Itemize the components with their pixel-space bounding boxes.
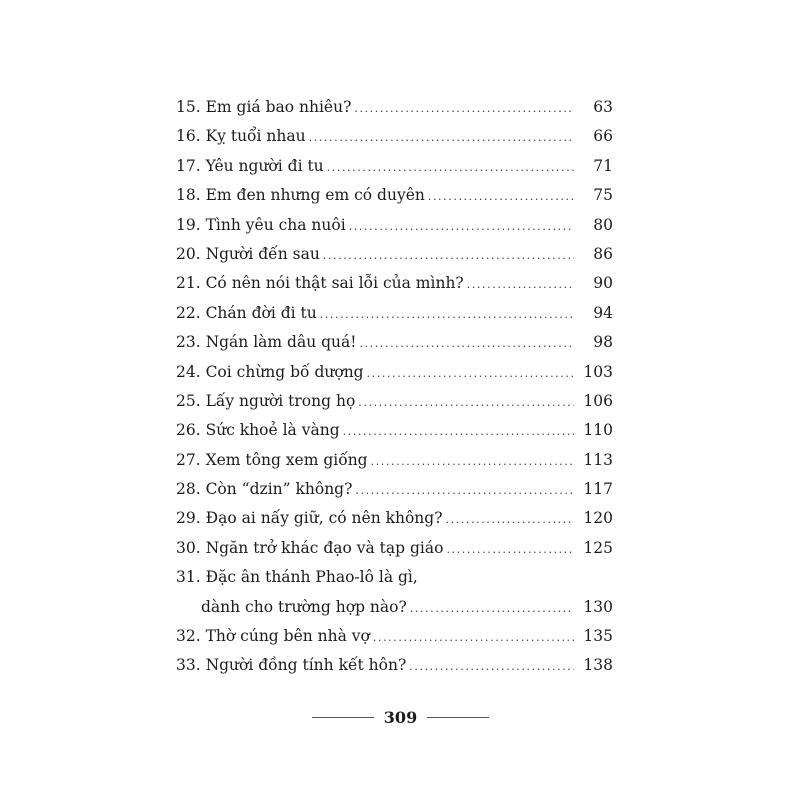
toc-entry-title: 20. Người đến sau — [176, 244, 320, 263]
toc-entry-page: 98 — [593, 333, 613, 352]
toc-entry — [176, 333, 613, 362]
toc-entry-title: 26. Sức khoẻ là vàng — [176, 421, 340, 440]
toc-entry-title: 31. Đặc ân thánh Phao-lô là gì, — [176, 568, 418, 587]
dot-leader — [309, 131, 574, 144]
toc-entry — [176, 304, 613, 333]
toc-entry-title: 28. Còn “dzin” không? — [176, 480, 353, 499]
toc-entry-title: 33. Người đồng tính kết hôn? — [176, 656, 407, 675]
dot-leader — [354, 102, 574, 115]
dot-leader — [358, 396, 574, 409]
toc-entry-title: 30. Ngăn trở khác đạo và tạp giáo — [176, 538, 444, 557]
toc-entry — [176, 127, 613, 156]
toc-entry-page: 110 — [583, 421, 613, 440]
toc-entry-page: 135 — [583, 627, 613, 646]
dot-leader — [371, 455, 574, 468]
toc-entry-page: 80 — [593, 215, 613, 234]
toc-entry — [176, 509, 613, 538]
toc-entry — [176, 186, 613, 215]
toc-entry-page: 125 — [583, 538, 613, 557]
dot-leader — [446, 513, 574, 526]
toc-entry-page: 71 — [593, 156, 613, 175]
dot-leader — [355, 484, 574, 497]
toc-entry-page: 86 — [593, 244, 613, 263]
dot-leader — [327, 161, 574, 174]
toc-entry-page: 106 — [583, 391, 613, 410]
dot-leader — [349, 220, 574, 233]
dot-leader — [320, 308, 574, 321]
toc-entry-title: 32. Thờ cúng bên nhà vợ — [176, 627, 370, 646]
toc-entry-page: 90 — [593, 274, 613, 293]
toc-entry — [176, 245, 613, 274]
dot-leader — [373, 631, 574, 644]
toc-entry — [176, 392, 613, 421]
toc-entry-page: 120 — [583, 509, 613, 528]
dot-leader — [467, 278, 574, 291]
toc-entry — [176, 98, 613, 127]
toc-entry — [176, 627, 613, 656]
dot-leader — [359, 337, 574, 350]
toc-entry — [176, 363, 613, 392]
toc-entry-title: 18. Em đen nhưng em có duyên — [176, 186, 425, 205]
toc-entry-title: 21. Có nên nói thật sai lỗi của mình? — [176, 274, 464, 293]
dot-leader — [410, 602, 574, 615]
dot-leader — [323, 249, 574, 262]
toc-entry — [176, 421, 613, 450]
toc-entry-page: 66 — [593, 127, 613, 146]
page-number: 309 — [383, 708, 418, 727]
dot-leader — [343, 425, 574, 438]
toc-entry — [176, 539, 613, 568]
dot-leader — [446, 543, 574, 556]
toc-entry — [176, 157, 613, 186]
toc-entry-title: 23. Ngán làm dâu quá! — [176, 333, 357, 352]
footer-rule-right — [427, 717, 489, 718]
toc-entry-page: 63 — [593, 98, 613, 116]
toc-entry-title: 24. Coi chừng bố dượng — [176, 362, 364, 381]
footer-rule-left — [312, 717, 374, 718]
toc-entry-page: 103 — [583, 362, 613, 381]
toc-entry-page: 130 — [583, 597, 613, 616]
dot-leader — [409, 660, 574, 673]
toc-entry-title: 25. Lấy người trong họ — [176, 391, 356, 410]
toc-entry-title: 16. Kỵ tuổi nhau — [176, 127, 306, 146]
toc-entry-page: 75 — [593, 186, 613, 205]
toc-entry-page: 94 — [593, 303, 613, 322]
toc-entry-title-continued: dành cho trường hợp nào? — [201, 597, 407, 616]
toc-entry-title: 27. Xem tông xem giống — [176, 450, 368, 469]
dot-leader — [428, 190, 574, 203]
toc-entry-title: 29. Đạo ai nấy giữ, có nên không? — [176, 509, 443, 528]
toc-entry — [176, 568, 613, 597]
toc-entry-continuation — [176, 598, 613, 627]
dot-leader — [367, 367, 574, 380]
toc-entry-page: 117 — [583, 480, 613, 499]
toc-entry-title: 19. Tình yêu cha nuôi — [176, 215, 346, 234]
toc-entry-title: 22. Chán đời đi tu — [176, 303, 317, 322]
toc-entry-page: 138 — [583, 656, 613, 675]
toc-entry-page: 113 — [583, 450, 613, 469]
toc-entry — [176, 656, 613, 685]
toc-entry — [176, 480, 613, 509]
toc-entry-title: 15. Em giá bao nhiêu? — [176, 98, 352, 116]
toc-entry-title: 17. Yêu người đi tu — [176, 156, 324, 175]
toc-entry — [176, 451, 613, 480]
toc-entry — [176, 216, 613, 245]
toc-entry — [176, 274, 613, 303]
table-of-contents — [176, 98, 613, 686]
page-footer — [0, 708, 801, 727]
